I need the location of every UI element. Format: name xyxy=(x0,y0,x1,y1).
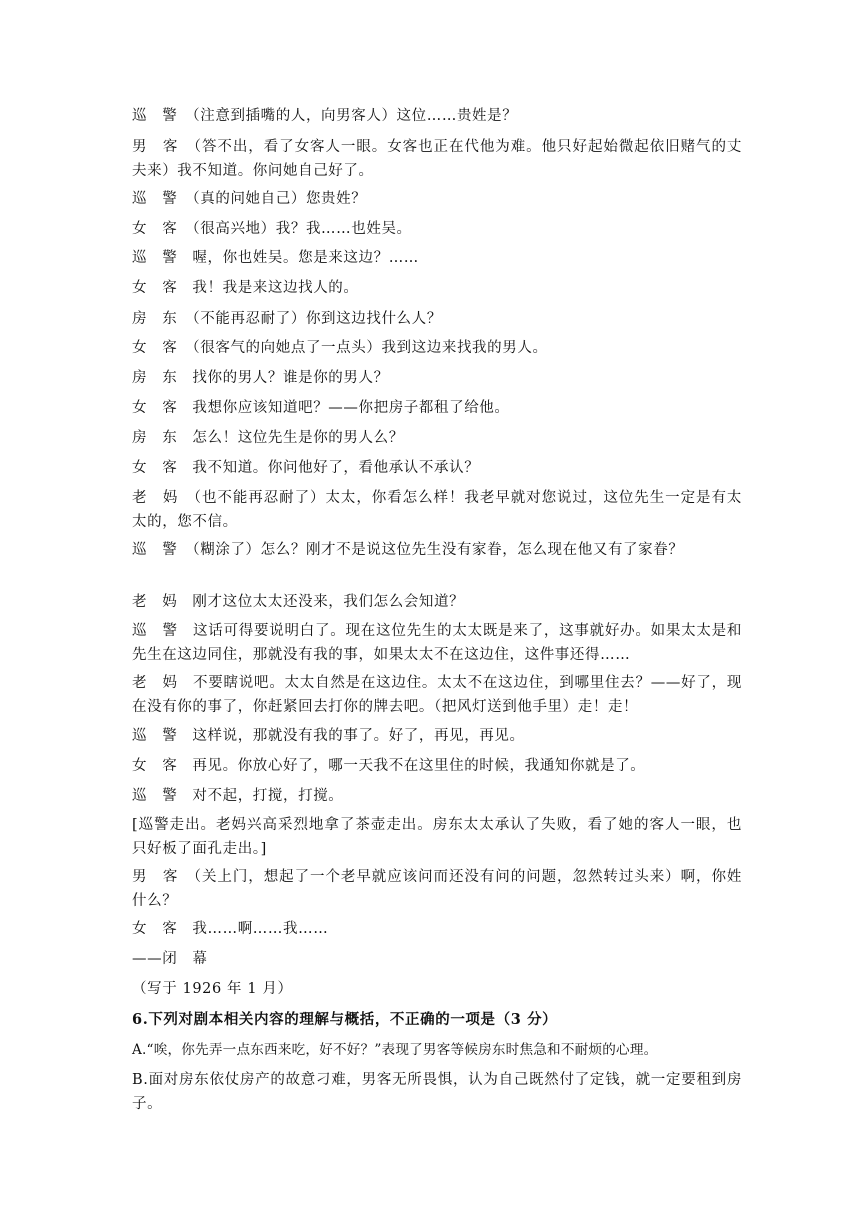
dialogue-line: 女 客 我不知道。你问他好了，看他承认不承认？ xyxy=(132,460,480,476)
dialogue-line: 巡 警 对不起，打搅，打搅。 xyxy=(132,788,344,804)
dialogue-line: 巡 警 （注意到插嘴的人，向男客人）这位……贵姓是？ xyxy=(132,108,518,124)
curtain-line: ——闭 幕 xyxy=(132,951,208,967)
dialogue-line: 房 东 找你的男人？谁是你的男人？ xyxy=(132,370,389,386)
dialogue-line: 房 东 怎么！这位先生是你的男人么？ xyxy=(132,430,404,446)
stage-direction: [巡警走出。老妈兴高采烈地拿了茶壶走出。房东太太承认了失败，看了她的客人一眼，也只好板了面孔走出。] xyxy=(132,817,742,857)
question-title: 6.下列对剧本相关内容的理解与概括，不正确的一项是（3 分） xyxy=(132,1011,558,1028)
dialogue-line: 房 东 （不能再忍耐了）你到这边找什么人？ xyxy=(132,311,442,327)
dialogue-line: 男 客 （答不出，看了女客人一眼。女客也正在代他为难。他只好起始微起依旧赌气的丈夫来）我不知道。你问她自己好了。 xyxy=(132,139,742,179)
dialogue-line: 巡 警 （真的问她自己）您贵姓？ xyxy=(132,191,367,207)
dialogue-line: 女 客 我……啊……我…… xyxy=(132,921,329,937)
dialogue-line: 女 客 我想你应该知道吧？——你把房子都租了给他。 xyxy=(132,400,510,416)
dialogue-line: 巡 警 （糊涂了）怎么？刚才不是说这位先生没有家眷，怎么现在他又有了家眷？ xyxy=(132,542,684,558)
option-a: A.“唉，你先弄一点东西来吃，好不好？”表现了男客等候房东时焦急和不耐烦的心理。 xyxy=(132,1042,658,1058)
date-note: （写于 1926 年 1 月） xyxy=(132,981,293,997)
dialogue-line: 女 客 （很高兴地）我？我……也姓吴。 xyxy=(132,221,412,237)
dialogue-line: 老 妈 （也不能再忍耐了）太太，你看怎么样！我老早就对您说过，这位先生一定是有太太的，您不信。 xyxy=(132,490,742,530)
dialogue-line: 巡 警 喔，你也姓吴。您是来这边？…… xyxy=(132,250,419,266)
dialogue-line: 老 妈 不要瞎说吧。太太自然是在这边住。太太不在这边住，到哪里住去？——好了，现在没有你的事了，你赶紧回去打你的牌去吧。（把风灯送到他手里）走！走！ xyxy=(132,675,742,715)
dialogue-line: 女 客 我！我是来这边找人的。 xyxy=(132,280,359,296)
dialogue-line: 女 客 （很客气的向她点了一点头）我到这边来找我的男人。 xyxy=(132,340,548,356)
option-b: B.面对房东依仗房产的故意刁难，男客无所畏惧，认为自己既然付了定钱，就一定要租到房子。 xyxy=(132,1072,742,1112)
dialogue-line: 巡 警 这样说，那就没有我的事了。好了，再见，再见。 xyxy=(132,728,525,744)
dialogue-line: 巡 警 这话可得要说明白了。现在这位先生的太太既是来了，这事就好办。如果太太是和先生在这边同住，那就没有我的事，如果太太不在这边住，这件事还得…… xyxy=(132,623,742,663)
dialogue-line: 女 客 再见。你放心好了，哪一天我不在这里住的时候，我通知你就是了。 xyxy=(132,758,646,774)
dialogue-line: 男 客 （关上门，想起了一个老早就应该问而还没有问的问题，忽然转过头来）啊，你姓什么？ xyxy=(132,869,742,909)
dialogue-line: 老 妈 刚才这位太太还没来，我们怎么会知道？ xyxy=(132,594,465,610)
